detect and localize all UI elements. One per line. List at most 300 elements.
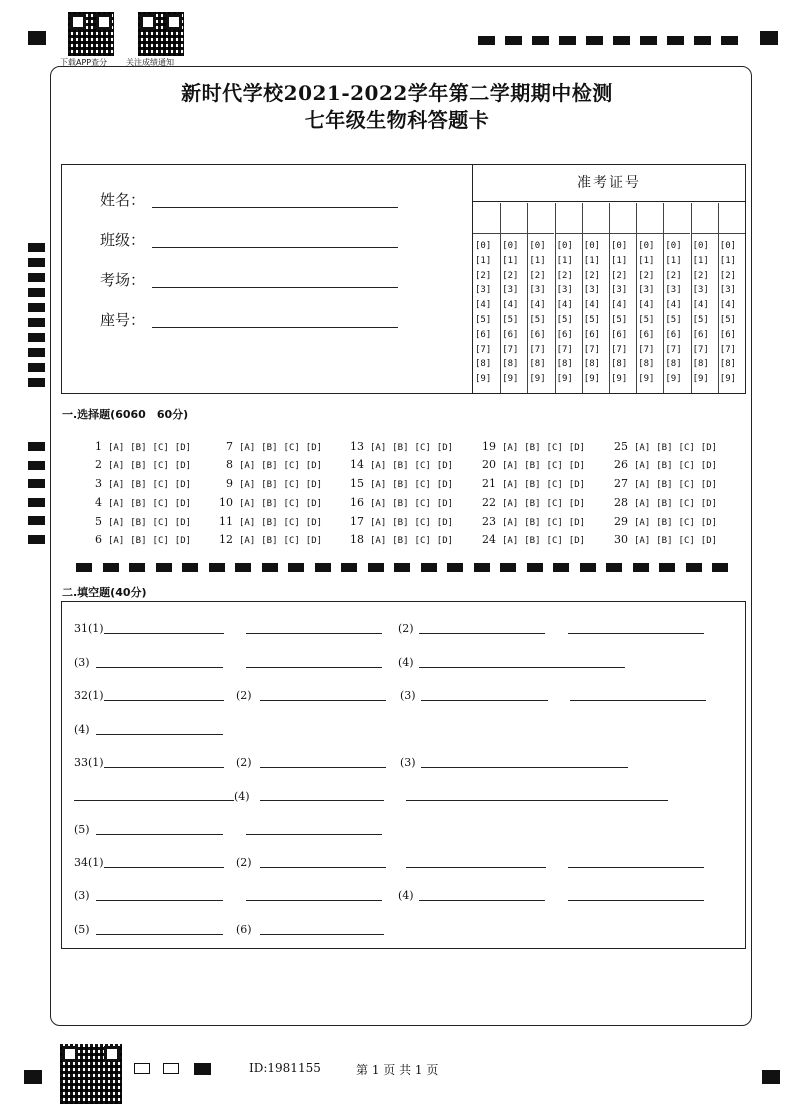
- app-qr-code[interactable]: [68, 12, 114, 56]
- answer-bubble[interactable]: [C]: [414, 536, 431, 546]
- question-label: 33(1): [74, 756, 104, 769]
- answer-line[interactable]: [419, 633, 545, 634]
- answer-bubble[interactable]: [C]: [678, 480, 695, 490]
- answer-line[interactable]: [96, 667, 223, 668]
- choice-question: [348, 458, 453, 471]
- exam-number-write-box[interactable]: [663, 203, 690, 234]
- answer-bubble[interactable]: [D]: [305, 461, 323, 471]
- timing-mark: [721, 36, 738, 45]
- answer-bubble[interactable]: [B]: [392, 480, 409, 490]
- answer-bubble[interactable]: [D]: [174, 518, 192, 528]
- exam-number-write-box[interactable]: [555, 203, 582, 234]
- answer-line[interactable]: [421, 767, 628, 768]
- exam-digit-bubble[interactable]: [7]: [692, 344, 709, 355]
- answer-bubble[interactable]: [D]: [305, 536, 323, 546]
- exam-digit-bubble[interactable]: [6]: [583, 329, 601, 340]
- answer-line[interactable]: [260, 867, 386, 868]
- answer-bubble[interactable]: [D]: [436, 443, 454, 453]
- class-field[interactable]: [152, 247, 398, 248]
- exam-digit-bubble[interactable]: [2]: [665, 270, 682, 281]
- exam-digit-bubble[interactable]: [0]: [638, 241, 655, 251]
- answer-bubble[interactable]: [A]: [108, 536, 125, 546]
- answer-bubble[interactable]: [A]: [502, 443, 519, 453]
- answer-bubble[interactable]: [C]: [678, 461, 695, 471]
- answer-line[interactable]: [406, 867, 546, 868]
- exam-digit-bubble[interactable]: [1]: [502, 255, 519, 266]
- answer-bubble[interactable]: [D]: [436, 536, 454, 546]
- exam-digit-bubble[interactable]: [8]: [502, 359, 519, 370]
- exam-digit-bubble[interactable]: [6]: [475, 329, 492, 340]
- exam-digit-bubble[interactable]: [4]: [665, 300, 682, 311]
- exam-digit-bubble[interactable]: [7]: [665, 344, 682, 355]
- answer-bubble[interactable]: [C]: [678, 536, 695, 546]
- exam-number-write-box[interactable]: [636, 203, 663, 234]
- timing-mark: [209, 563, 225, 572]
- answer-bubble[interactable]: [C]: [283, 518, 300, 528]
- exam-digit-bubble[interactable]: [3]: [556, 285, 573, 296]
- answer-bubble[interactable]: [A]: [108, 499, 125, 509]
- answer-bubble[interactable]: [B]: [261, 443, 278, 453]
- answer-bubble[interactable]: [D]: [568, 480, 586, 490]
- answer-bubble[interactable]: [C]: [152, 461, 169, 471]
- exam-number-write-box[interactable]: [473, 203, 500, 234]
- exam-digit-bubble[interactable]: [2]: [611, 270, 628, 281]
- exam-digit-bubble[interactable]: [1]: [475, 255, 492, 266]
- exam-digit-bubble[interactable]: [3]: [475, 285, 492, 296]
- answer-bubble[interactable]: [D]: [174, 536, 192, 546]
- answer-bubble[interactable]: [B]: [261, 536, 278, 546]
- exam-digit-bubble[interactable]: [9]: [583, 374, 601, 385]
- exam-digit-bubble[interactable]: [8]: [638, 359, 655, 370]
- answer-bubble[interactable]: [B]: [392, 499, 409, 509]
- answer-line[interactable]: [104, 633, 224, 634]
- timing-mark: [532, 36, 549, 45]
- exam-digit-bubble[interactable]: [5]: [475, 315, 492, 325]
- exam-digit-bubble[interactable]: [9]: [638, 374, 655, 385]
- answer-bubble[interactable]: [C]: [414, 443, 431, 453]
- exam-digit-bubble[interactable]: [9]: [502, 374, 519, 385]
- exam-digit-bubble[interactable]: [0]: [665, 241, 682, 251]
- answer-bubble[interactable]: [D]: [700, 499, 718, 509]
- answer-bubble[interactable]: [B]: [656, 480, 673, 490]
- answer-bubble[interactable]: [C]: [283, 443, 300, 453]
- timing-mark: [28, 442, 45, 451]
- answer-bubble[interactable]: [A]: [634, 461, 651, 471]
- answer-bubble[interactable]: [A]: [370, 499, 387, 509]
- corner-marker-bottom-right: [762, 1070, 780, 1084]
- timing-mark: [659, 563, 675, 572]
- answer-line[interactable]: [406, 800, 668, 801]
- answer-line[interactable]: [419, 667, 625, 668]
- answer-bubble[interactable]: [D]: [568, 518, 586, 528]
- answer-bubble[interactable]: [B]: [656, 461, 673, 471]
- exam-digit-bubble[interactable]: [3]: [611, 285, 628, 296]
- exam-digit-bubble[interactable]: [5]: [719, 315, 737, 325]
- exam-digit-bubble[interactable]: [8]: [611, 359, 628, 370]
- choice-question: [86, 458, 191, 471]
- answer-bubble[interactable]: [A]: [370, 518, 387, 528]
- exam-digit-bubble[interactable]: [7]: [475, 344, 492, 355]
- question-number: 9: [226, 477, 233, 490]
- question-number: 26: [614, 458, 628, 471]
- answer-bubble[interactable]: [A]: [634, 443, 651, 453]
- answer-bubble[interactable]: [C]: [546, 518, 563, 528]
- answer-line[interactable]: [96, 900, 223, 901]
- exam-digit-bubble[interactable]: [5]: [611, 315, 628, 325]
- answer-bubble[interactable]: [C]: [414, 499, 431, 509]
- exam-number-write-box[interactable]: [718, 203, 745, 234]
- exam-digit-bubble[interactable]: [5]: [692, 315, 709, 325]
- answer-line[interactable]: [96, 734, 223, 735]
- answer-bubble[interactable]: [A]: [239, 499, 256, 509]
- answer-bubble[interactable]: [B]: [130, 518, 147, 528]
- exam-digit-bubble[interactable]: [6]: [719, 329, 737, 340]
- answer-bubble[interactable]: [C]: [678, 443, 695, 453]
- exam-digit-bubble[interactable]: [9]: [719, 374, 737, 385]
- answer-bubble[interactable]: [A]: [239, 518, 256, 528]
- exam-digit-bubble[interactable]: [7]: [502, 344, 519, 355]
- answer-line[interactable]: [570, 700, 706, 701]
- exam-digit-bubble[interactable]: [3]: [583, 285, 601, 296]
- answer-line[interactable]: [568, 633, 704, 634]
- exam-digit-bubble[interactable]: [7]: [529, 344, 546, 355]
- exam-number-column: [718, 203, 745, 393]
- answer-bubble[interactable]: [B]: [130, 443, 147, 453]
- exam-digit-bubble[interactable]: [2]: [692, 270, 709, 281]
- answer-bubble[interactable]: [D]: [174, 480, 192, 490]
- exam-digit-bubble[interactable]: [8]: [529, 359, 546, 370]
- answer-line[interactable]: [260, 700, 386, 701]
- answer-line[interactable]: [104, 767, 224, 768]
- exam-digit-bubble[interactable]: [6]: [638, 329, 655, 340]
- exam-digit-bubble[interactable]: [9]: [475, 374, 492, 385]
- answer-bubble[interactable]: [A]: [634, 518, 651, 528]
- exam-digit-bubble[interactable]: [4]: [719, 300, 737, 311]
- answer-bubble[interactable]: [A]: [370, 461, 387, 471]
- exam-digit-bubble[interactable]: [2]: [475, 270, 492, 281]
- timing-mark: [580, 563, 596, 572]
- exam-digit-bubble[interactable]: [1]: [529, 255, 546, 266]
- exam-digit-bubble[interactable]: [6]: [611, 329, 628, 340]
- exam-digit-bubble[interactable]: [5]: [502, 315, 519, 325]
- answer-bubble[interactable]: [C]: [152, 499, 169, 509]
- answer-bubble[interactable]: [B]: [656, 536, 673, 546]
- answer-bubble[interactable]: [B]: [524, 443, 541, 453]
- exam-digit-bubble[interactable]: [3]: [638, 285, 655, 296]
- answer-bubble[interactable]: [A]: [370, 443, 387, 453]
- answer-bubble[interactable]: [A]: [634, 536, 651, 546]
- answer-line[interactable]: [246, 633, 382, 634]
- exam-number-write-box[interactable]: [691, 203, 718, 234]
- exam-digit-bubble[interactable]: [2]: [719, 270, 737, 281]
- answer-bubble[interactable]: [A]: [239, 536, 256, 546]
- exam-number-write-box[interactable]: [582, 203, 609, 234]
- answer-bubble[interactable]: [A]: [502, 499, 519, 509]
- question-number: 2: [95, 458, 102, 471]
- question-number: 18: [350, 533, 364, 546]
- answer-bubble[interactable]: [B]: [261, 518, 278, 528]
- answer-bubble[interactable]: [B]: [524, 536, 541, 546]
- question-number: 4: [95, 496, 102, 509]
- choice-question: [217, 533, 322, 546]
- exam-digit-bubble[interactable]: [2]: [556, 270, 573, 281]
- question-number: 22: [482, 496, 496, 509]
- answer-bubble[interactable]: [A]: [108, 518, 125, 528]
- exam-digit-bubble[interactable]: [3]: [692, 285, 709, 296]
- answer-bubble[interactable]: [D]: [436, 480, 454, 490]
- answer-bubble[interactable]: [D]: [305, 443, 323, 453]
- answer-bubble[interactable]: [D]: [174, 443, 192, 453]
- exam-digit-bubble[interactable]: [1]: [638, 255, 655, 266]
- name-field[interactable]: [152, 207, 398, 208]
- exam-digit-bubble[interactable]: [7]: [583, 344, 601, 355]
- answer-bubble[interactable]: [A]: [502, 518, 519, 528]
- exam-digit-bubble[interactable]: [1]: [719, 255, 737, 266]
- answer-line[interactable]: [246, 900, 382, 901]
- exam-digit-bubble[interactable]: [6]: [692, 329, 709, 340]
- question-number: 5: [95, 515, 102, 528]
- exam-digit-bubble[interactable]: [8]: [556, 359, 573, 370]
- answer-bubble[interactable]: [B]: [261, 499, 278, 509]
- follow-qr-code[interactable]: [138, 12, 184, 56]
- exam-number-write-box[interactable]: [500, 203, 527, 234]
- exam-digit-bubble[interactable]: [3]: [502, 285, 519, 296]
- answer-line[interactable]: [246, 667, 382, 668]
- answer-bubble[interactable]: [D]: [700, 461, 718, 471]
- answer-bubble[interactable]: [A]: [634, 480, 651, 490]
- answer-bubble[interactable]: [C]: [546, 443, 563, 453]
- timing-mark: [712, 563, 728, 572]
- answer-bubble[interactable]: [B]: [261, 461, 278, 471]
- exam-digit-bubble[interactable]: [0]: [529, 241, 546, 251]
- answer-bubble[interactable]: [C]: [546, 499, 563, 509]
- exam-digit-bubble[interactable]: [6]: [556, 329, 573, 340]
- question-number: 10: [219, 496, 233, 509]
- answer-bubble[interactable]: [D]: [700, 480, 718, 490]
- exam-digit-bubble[interactable]: [5]: [556, 315, 573, 325]
- answer-bubble[interactable]: [C]: [152, 480, 169, 490]
- answer-bubble[interactable]: [A]: [634, 499, 651, 509]
- exam-digit-bubble[interactable]: [3]: [665, 285, 682, 296]
- answer-bubble[interactable]: [A]: [370, 536, 387, 546]
- exam-number-write-box[interactable]: [609, 203, 636, 234]
- exam-digit-bubble[interactable]: [7]: [556, 344, 573, 355]
- answer-bubble[interactable]: [C]: [678, 518, 695, 528]
- exam-digit-bubble[interactable]: [5]: [583, 315, 601, 325]
- exam-digit-bubble[interactable]: [6]: [665, 329, 682, 340]
- answer-bubble[interactable]: [A]: [502, 480, 519, 490]
- exam-digit-bubble[interactable]: [4]: [529, 300, 546, 311]
- exam-digit-bubble[interactable]: [1]: [556, 255, 573, 266]
- exam-digit-bubble[interactable]: [8]: [665, 359, 682, 370]
- exam-digit-bubble[interactable]: [0]: [583, 241, 601, 251]
- exam-digit-bubble[interactable]: [1]: [611, 255, 628, 266]
- footer-checkbox-2: [163, 1063, 179, 1074]
- exam-digit-bubble[interactable]: [9]: [665, 374, 682, 385]
- answer-bubble[interactable]: [C]: [414, 480, 431, 490]
- exam-digit-bubble[interactable]: [4]: [583, 300, 601, 311]
- exam-digit-bubble[interactable]: [0]: [556, 241, 573, 251]
- exam-digit-bubble[interactable]: [4]: [692, 300, 709, 311]
- exam-number-grid: [472, 165, 745, 393]
- exam-digit-bubble[interactable]: [8]: [583, 359, 601, 370]
- answer-bubble[interactable]: [B]: [656, 518, 673, 528]
- answer-line[interactable]: [419, 900, 545, 901]
- answer-line[interactable]: [568, 900, 704, 901]
- answer-line[interactable]: [96, 834, 223, 835]
- answer-bubble[interactable]: [A]: [239, 443, 256, 453]
- seat-field[interactable]: [152, 327, 398, 328]
- exam-digit-bubble[interactable]: [1]: [583, 255, 601, 266]
- answer-line[interactable]: [96, 934, 223, 935]
- answer-bubble[interactable]: [C]: [283, 536, 300, 546]
- exam-digit-bubble[interactable]: [8]: [475, 359, 492, 370]
- answer-bubble[interactable]: [D]: [568, 536, 586, 546]
- answer-bubble[interactable]: [B]: [524, 480, 541, 490]
- answer-bubble[interactable]: [C]: [546, 461, 563, 471]
- answer-line[interactable]: [568, 867, 704, 868]
- answer-bubble[interactable]: [D]: [436, 499, 454, 509]
- answer-bubble[interactable]: [B]: [392, 518, 409, 528]
- answer-bubble[interactable]: [B]: [524, 499, 541, 509]
- exam-digit-bubble[interactable]: [1]: [665, 255, 682, 266]
- timing-mark: [694, 36, 711, 45]
- exam-digit-bubble[interactable]: [6]: [502, 329, 519, 340]
- question-label: (3): [74, 889, 90, 902]
- answer-bubble[interactable]: [B]: [392, 536, 409, 546]
- exam-digit-bubble[interactable]: [5]: [665, 315, 682, 325]
- exam-digit-bubble[interactable]: [3]: [529, 285, 546, 296]
- exam-room-field[interactable]: [152, 287, 398, 288]
- answer-bubble[interactable]: [C]: [283, 461, 300, 471]
- exam-number-write-box[interactable]: [527, 203, 554, 234]
- answer-line[interactable]: [260, 934, 384, 935]
- answer-bubble[interactable]: [C]: [152, 536, 169, 546]
- answer-line[interactable]: [74, 800, 234, 801]
- exam-digit-bubble[interactable]: [9]: [692, 374, 709, 385]
- exam-digit-bubble[interactable]: [4]: [638, 300, 655, 311]
- answer-bubble[interactable]: [D]: [436, 518, 454, 528]
- answer-bubble[interactable]: [C]: [546, 480, 563, 490]
- exam-digit-bubble[interactable]: [5]: [638, 315, 655, 325]
- exam-digit-bubble[interactable]: [9]: [529, 374, 546, 385]
- answer-bubble[interactable]: [D]: [700, 443, 718, 453]
- exam-digit-bubble[interactable]: [7]: [719, 344, 737, 355]
- answer-bubble[interactable]: [D]: [568, 499, 586, 509]
- exam-digit-bubble[interactable]: [0]: [502, 241, 519, 251]
- answer-bubble[interactable]: [B]: [130, 461, 147, 471]
- answer-bubble[interactable]: [B]: [130, 499, 147, 509]
- answer-bubble[interactable]: [C]: [678, 499, 695, 509]
- answer-bubble[interactable]: [D]: [436, 461, 454, 471]
- answer-bubble[interactable]: [A]: [239, 461, 256, 471]
- answer-bubble[interactable]: [A]: [502, 461, 519, 471]
- answer-bubble[interactable]: [D]: [174, 499, 192, 509]
- answer-line[interactable]: [260, 767, 386, 768]
- exam-digit-bubble[interactable]: [0]: [611, 241, 628, 251]
- page-number: 第 1 页 共 1 页: [356, 1063, 439, 1077]
- answer-bubble[interactable]: [D]: [305, 480, 323, 490]
- exam-digit-bubble[interactable]: [9]: [611, 374, 628, 385]
- answer-bubble[interactable]: [D]: [305, 518, 323, 528]
- exam-digit-bubble[interactable]: [1]: [692, 255, 709, 266]
- choice-question: [86, 533, 191, 546]
- exam-digit-bubble[interactable]: [4]: [502, 300, 519, 311]
- footer-qr-code: [60, 1044, 122, 1104]
- answer-bubble[interactable]: [A]: [108, 443, 125, 453]
- answer-bubble[interactable]: [B]: [130, 536, 147, 546]
- exam-number-column: [555, 203, 583, 393]
- answer-bubble[interactable]: [B]: [656, 499, 673, 509]
- answer-bubble[interactable]: [B]: [524, 518, 541, 528]
- exam-digit-bubble[interactable]: [7]: [638, 344, 655, 355]
- answer-bubble[interactable]: [A]: [370, 480, 387, 490]
- answer-bubble[interactable]: [B]: [392, 461, 409, 471]
- answer-bubble[interactable]: [C]: [152, 443, 169, 453]
- answer-bubble[interactable]: [B]: [261, 480, 278, 490]
- exam-digit-bubble[interactable]: [2]: [638, 270, 655, 281]
- question-number: 21: [482, 477, 496, 490]
- answer-bubble[interactable]: [A]: [108, 480, 125, 490]
- exam-digit-bubble[interactable]: [2]: [502, 270, 519, 281]
- answer-bubble[interactable]: [A]: [502, 536, 519, 546]
- answer-bubble[interactable]: [B]: [656, 443, 673, 453]
- exam-digit-bubble[interactable]: [8]: [719, 359, 737, 370]
- exam-digit-bubble[interactable]: [2]: [583, 270, 601, 281]
- exam-digit-bubble[interactable]: [8]: [692, 359, 709, 370]
- answer-bubble[interactable]: [D]: [174, 461, 192, 471]
- answer-bubble[interactable]: [D]: [568, 461, 586, 471]
- exam-digit-bubble[interactable]: [4]: [556, 300, 573, 311]
- answer-bubble[interactable]: [C]: [546, 536, 563, 546]
- answer-bubble[interactable]: [C]: [414, 461, 431, 471]
- question-label: 31(1): [74, 622, 104, 635]
- answer-bubble[interactable]: [D]: [568, 443, 586, 453]
- answer-bubble[interactable]: [B]: [130, 480, 147, 490]
- answer-bubble[interactable]: [D]: [700, 518, 718, 528]
- answer-bubble[interactable]: [C]: [283, 480, 300, 490]
- exam-digit-bubble[interactable]: [6]: [529, 329, 546, 340]
- answer-bubble[interactable]: [C]: [152, 518, 169, 528]
- exam-digit-bubble[interactable]: [9]: [556, 374, 573, 385]
- exam-digit-bubble[interactable]: [0]: [719, 241, 737, 251]
- answer-line[interactable]: [104, 700, 224, 701]
- answer-bubble[interactable]: [B]: [392, 443, 409, 453]
- answer-line[interactable]: [260, 800, 384, 801]
- timing-mark: [474, 563, 490, 572]
- timing-mark: [28, 318, 45, 327]
- exam-digit-bubble[interactable]: [2]: [529, 270, 546, 281]
- answer-line[interactable]: [246, 834, 382, 835]
- exam-digit-bubble[interactable]: [0]: [475, 241, 492, 251]
- answer-bubble[interactable]: [D]: [700, 536, 718, 546]
- answer-bubble[interactable]: [D]: [305, 499, 323, 509]
- exam-digit-bubble[interactable]: [4]: [475, 300, 492, 311]
- exam-digit-bubble[interactable]: [4]: [611, 300, 628, 311]
- exam-digit-bubble[interactable]: [5]: [529, 315, 546, 325]
- answer-bubble[interactable]: [C]: [283, 499, 300, 509]
- answer-bubble[interactable]: [A]: [239, 480, 256, 490]
- exam-digit-bubble[interactable]: [3]: [719, 285, 737, 296]
- answer-line[interactable]: [421, 700, 548, 701]
- answer-line[interactable]: [104, 867, 224, 868]
- exam-digit-bubble[interactable]: [7]: [611, 344, 628, 355]
- choice-question: [612, 533, 717, 546]
- answer-bubble[interactable]: [C]: [414, 518, 431, 528]
- answer-bubble[interactable]: [A]: [108, 461, 125, 471]
- exam-digit-bubble[interactable]: [0]: [692, 241, 709, 251]
- answer-bubble[interactable]: [B]: [524, 461, 541, 471]
